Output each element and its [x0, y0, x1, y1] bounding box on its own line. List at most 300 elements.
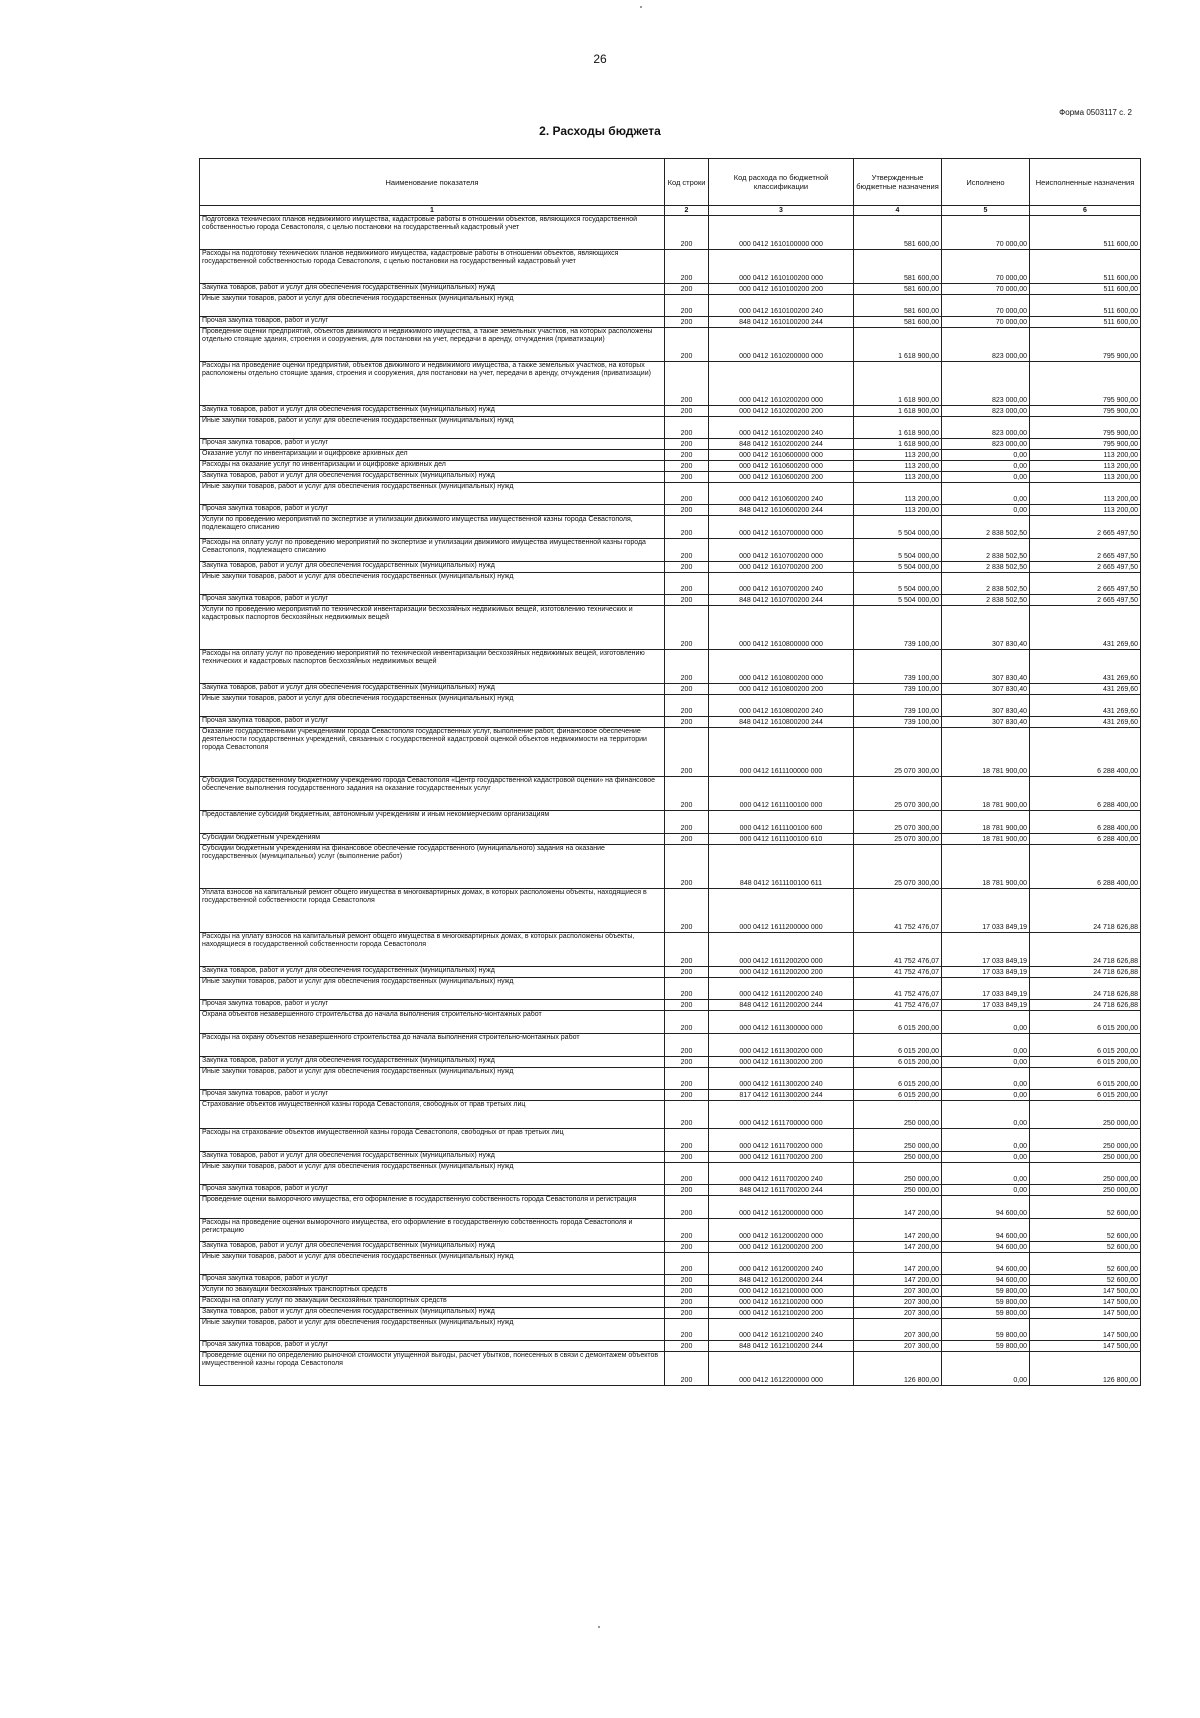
- row-line-code: 200: [665, 1129, 709, 1152]
- table-row: [200, 450, 1141, 461]
- row-name: Оказание государственными учреждениями города Севастополя государственных услуг, выполнение работ, финансовое обеспечение деятельности государственных учреждений, связанных с государственной кадастровой оценкой объектов недвижимости на территории города Севастополя: [200, 728, 665, 777]
- table-row: [200, 845, 1141, 889]
- table-row: [200, 461, 1141, 472]
- table-row: [200, 1185, 1141, 1196]
- table-row: [200, 1275, 1141, 1286]
- row-unexecuted: 6 288 400,00: [1030, 777, 1141, 811]
- scan-speck: [598, 1626, 600, 1628]
- table-row: [200, 728, 1141, 777]
- row-approved: 5 504 000,00: [854, 573, 942, 595]
- row-classification-code: 000 0412 1610800200 240: [709, 695, 854, 717]
- row-name: Закупка товаров, работ и услуг для обеспечения государственных (муниципальных) нужд: [200, 284, 665, 295]
- row-name: Расходы на оплату услуг по проведению мероприятий по технической инвентаризации бесхозяйных недвижимых вещей, изготовлению технических и кадастровых паспортов бесхозяйных недвижимых вещей: [200, 650, 665, 684]
- table-row: [200, 834, 1141, 845]
- row-classification-code: 000 0412 1610800200 200: [709, 684, 854, 695]
- row-unexecuted: 511 600,00: [1030, 284, 1141, 295]
- row-executed: 0,00: [942, 1185, 1030, 1196]
- table-row: [200, 483, 1141, 505]
- row-classification-code: 848 0412 1610600200 244: [709, 505, 854, 516]
- header-row: [200, 159, 1141, 206]
- row-classification-code: 000 0412 1612100200 200: [709, 1308, 854, 1319]
- row-unexecuted: 6 015 200,00: [1030, 1090, 1141, 1101]
- row-unexecuted: 431 269,60: [1030, 650, 1141, 684]
- table-row: [200, 1011, 1141, 1034]
- row-unexecuted: 250 000,00: [1030, 1129, 1141, 1152]
- row-unexecuted: 147 500,00: [1030, 1308, 1141, 1319]
- row-classification-code: 000 0412 1612000200 240: [709, 1253, 854, 1275]
- row-name: Уплата взносов на капитальный ремонт общего имущества в многоквартирных домах, в которых расположены объекты, находящиеся в государственной собственности города Севастополя: [200, 889, 665, 933]
- row-name: Иные закупки товаров, работ и услуг для обеспечения государственных (муниципальных) нужд: [200, 695, 665, 717]
- row-name: Иные закупки товаров, работ и услуг для обеспечения государственных (муниципальных) нужд: [200, 417, 665, 439]
- row-name: Предоставление субсидий бюджетным, автономным учреждениям и иным некоммерческим организациям: [200, 811, 665, 834]
- column-number: 5: [942, 206, 1030, 216]
- row-executed: 17 033 849,19: [942, 1000, 1030, 1011]
- table-row: [200, 1152, 1141, 1163]
- table-row: [200, 1163, 1141, 1185]
- table-row: [200, 1219, 1141, 1242]
- row-approved: 6 015 200,00: [854, 1034, 942, 1057]
- row-approved: 147 200,00: [854, 1242, 942, 1253]
- table-row: [200, 317, 1141, 328]
- row-executed: 823 000,00: [942, 417, 1030, 439]
- row-approved: 1 618 900,00: [854, 406, 942, 417]
- row-approved: 250 000,00: [854, 1101, 942, 1129]
- row-classification-code: 000 0412 1610200000 000: [709, 328, 854, 362]
- row-approved: 147 200,00: [854, 1219, 942, 1242]
- row-line-code: 200: [665, 362, 709, 406]
- row-name: Прочая закупка товаров, работ и услуг: [200, 439, 665, 450]
- row-name: Прочая закупка товаров, работ и услуг: [200, 317, 665, 328]
- row-approved: 25 070 300,00: [854, 777, 942, 811]
- row-approved: 6 015 200,00: [854, 1011, 942, 1034]
- row-approved: 739 100,00: [854, 684, 942, 695]
- row-line-code: 200: [665, 1090, 709, 1101]
- row-name: Иные закупки товаров, работ и услуг для обеспечения государственных (муниципальных) нужд: [200, 573, 665, 595]
- row-name: Закупка товаров, работ и услуг для обеспечения государственных (муниципальных) нужд: [200, 1242, 665, 1253]
- row-classification-code: 000 0412 1611200200 000: [709, 933, 854, 967]
- row-unexecuted: 6 288 400,00: [1030, 834, 1141, 845]
- row-executed: 823 000,00: [942, 439, 1030, 450]
- table-row: [200, 777, 1141, 811]
- row-classification-code: 000 0412 1610200200 000: [709, 362, 854, 406]
- row-approved: 581 600,00: [854, 216, 942, 250]
- row-line-code: 200: [665, 595, 709, 606]
- table-row: [200, 1308, 1141, 1319]
- table-row: [200, 295, 1141, 317]
- row-executed: 0,00: [942, 1090, 1030, 1101]
- row-line-code: 200: [665, 777, 709, 811]
- row-name: Закупка товаров, работ и услуг для обеспечения государственных (муниципальных) нужд: [200, 684, 665, 695]
- row-line-code: 200: [665, 1319, 709, 1341]
- page-number: 26: [593, 52, 607, 66]
- row-unexecuted: 6 288 400,00: [1030, 811, 1141, 834]
- row-classification-code: 000 0412 1610700200 240: [709, 573, 854, 595]
- row-classification-code: 000 0412 1610600200 200: [709, 472, 854, 483]
- row-line-code: 200: [665, 1101, 709, 1129]
- row-classification-code: 000 0412 1610100000 000: [709, 216, 854, 250]
- row-line-code: 200: [665, 1011, 709, 1034]
- row-line-code: 200: [665, 1068, 709, 1090]
- column-number: 4: [854, 206, 942, 216]
- table-row: [200, 1101, 1141, 1129]
- row-name: Иные закупки товаров, работ и услуг для обеспечения государственных (муниципальных) нужд: [200, 483, 665, 505]
- table-row: [200, 328, 1141, 362]
- row-unexecuted: 6 015 200,00: [1030, 1068, 1141, 1090]
- row-approved: 41 752 476,07: [854, 889, 942, 933]
- table-row: [200, 650, 1141, 684]
- row-executed: 0,00: [942, 483, 1030, 505]
- row-line-code: 200: [665, 1163, 709, 1185]
- row-unexecuted: 511 600,00: [1030, 317, 1141, 328]
- row-approved: 5 504 000,00: [854, 539, 942, 562]
- row-name: Расходы на страхование объектов имущественной казны города Севастополя, свободных от прав третьих лиц: [200, 1129, 665, 1152]
- table-row: [200, 967, 1141, 978]
- row-classification-code: 000 0412 1610800200 000: [709, 650, 854, 684]
- row-line-code: 200: [665, 1000, 709, 1011]
- row-executed: 0,00: [942, 1011, 1030, 1034]
- row-name: Прочая закупка товаров, работ и услуг: [200, 1275, 665, 1286]
- header-unexecuted: Неисполненные назначения: [1030, 159, 1141, 206]
- row-name: Закупка товаров, работ и услуг для обеспечения государственных (муниципальных) нужд: [200, 562, 665, 573]
- row-unexecuted: 6 015 200,00: [1030, 1011, 1141, 1034]
- row-executed: 94 600,00: [942, 1242, 1030, 1253]
- row-approved: 25 070 300,00: [854, 834, 942, 845]
- row-approved: 113 200,00: [854, 483, 942, 505]
- row-unexecuted: 250 000,00: [1030, 1185, 1141, 1196]
- row-name: Проведение оценки предприятий, объектов движимого и недвижимого имущества, а также земельных участков, на которых расположены отдельно стоящие здания, строения и сооружения, для постановки на учет, передачи в аренду, отчуждения (приватизации): [200, 328, 665, 362]
- table-row: [200, 362, 1141, 406]
- row-executed: 823 000,00: [942, 362, 1030, 406]
- table-row: [200, 406, 1141, 417]
- row-classification-code: 000 0412 1610700000 000: [709, 516, 854, 539]
- row-classification-code: 000 0412 1612000200 000: [709, 1219, 854, 1242]
- row-unexecuted: 250 000,00: [1030, 1163, 1141, 1185]
- column-number-row: [200, 206, 1141, 216]
- row-executed: 94 600,00: [942, 1196, 1030, 1219]
- row-executed: 70 000,00: [942, 317, 1030, 328]
- row-line-code: 200: [665, 450, 709, 461]
- row-unexecuted: 250 000,00: [1030, 1152, 1141, 1163]
- row-approved: 1 618 900,00: [854, 362, 942, 406]
- table-row: [200, 284, 1141, 295]
- row-unexecuted: 795 900,00: [1030, 439, 1141, 450]
- row-approved: 41 752 476,07: [854, 978, 942, 1000]
- row-classification-code: 000 0412 1610800000 000: [709, 606, 854, 650]
- row-name: Расходы на проведение оценки предприятий, объектов движимого и недвижимого имущества, а также земельных участков, на которых расположены отдельно стоящие здания, строения и сооружения, для постановки на учет, передачи в аренду, отчуждения (приватизации): [200, 362, 665, 406]
- row-name: Прочая закупка товаров, работ и услуг: [200, 595, 665, 606]
- row-classification-code: 000 0412 1612100000 000: [709, 1286, 854, 1297]
- row-unexecuted: 113 200,00: [1030, 461, 1141, 472]
- row-executed: 0,00: [942, 1152, 1030, 1163]
- table-row: [200, 250, 1141, 284]
- row-approved: 739 100,00: [854, 650, 942, 684]
- row-executed: 2 838 502,50: [942, 562, 1030, 573]
- column-number: 2: [665, 206, 709, 216]
- row-unexecuted: 113 200,00: [1030, 450, 1141, 461]
- row-approved: 113 200,00: [854, 505, 942, 516]
- row-classification-code: 000 0412 1610100200 200: [709, 284, 854, 295]
- row-classification-code: 000 0412 1610600200 240: [709, 483, 854, 505]
- row-classification-code: 848 0412 1612100200 244: [709, 1341, 854, 1352]
- row-unexecuted: 147 500,00: [1030, 1319, 1141, 1341]
- row-name: Проведение оценки выморочного имущества, его оформление в государственную собственность города Севастополя и регистрация: [200, 1196, 665, 1219]
- row-line-code: 200: [665, 717, 709, 728]
- table-row: [200, 811, 1141, 834]
- row-approved: 5 504 000,00: [854, 595, 942, 606]
- row-line-code: 200: [665, 650, 709, 684]
- row-name: Проведение оценки по определению рыночной стоимости упущенной выгоды, расчет убытков, понесенных в связи с демонтажем объектов имущественной казны города Севастополя: [200, 1352, 665, 1386]
- row-classification-code: 000 0412 1611200200 240: [709, 978, 854, 1000]
- row-executed: 59 800,00: [942, 1286, 1030, 1297]
- row-executed: 70 000,00: [942, 284, 1030, 295]
- row-name: Иные закупки товаров, работ и услуг для обеспечения государственных (муниципальных) нужд: [200, 295, 665, 317]
- row-line-code: 200: [665, 811, 709, 834]
- row-name: Закупка товаров, работ и услуг для обеспечения государственных (муниципальных) нужд: [200, 472, 665, 483]
- row-line-code: 200: [665, 1242, 709, 1253]
- row-unexecuted: 24 718 626,88: [1030, 978, 1141, 1000]
- row-approved: 250 000,00: [854, 1129, 942, 1152]
- row-executed: 17 033 849,19: [942, 967, 1030, 978]
- row-approved: 6 015 200,00: [854, 1057, 942, 1068]
- row-approved: 207 300,00: [854, 1341, 942, 1352]
- row-line-code: 200: [665, 1152, 709, 1163]
- row-classification-code: 848 0412 1611100100 611: [709, 845, 854, 889]
- row-unexecuted: 6 015 200,00: [1030, 1057, 1141, 1068]
- row-name: Иные закупки товаров, работ и услуг для обеспечения государственных (муниципальных) нужд: [200, 978, 665, 1000]
- row-unexecuted: 24 718 626,88: [1030, 967, 1141, 978]
- header-line-code: Код строки: [665, 159, 709, 206]
- row-executed: 17 033 849,19: [942, 933, 1030, 967]
- row-name: Закупка товаров, работ и услуг для обеспечения государственных (муниципальных) нужд: [200, 1057, 665, 1068]
- table-row: [200, 1034, 1141, 1057]
- row-name: Закупка товаров, работ и услуг для обеспечения государственных (муниципальных) нужд: [200, 406, 665, 417]
- budget-expenses-table: [199, 158, 1141, 1386]
- row-executed: 0,00: [942, 1068, 1030, 1090]
- row-unexecuted: 147 500,00: [1030, 1286, 1141, 1297]
- row-unexecuted: 126 800,00: [1030, 1352, 1141, 1386]
- row-executed: 307 830,40: [942, 606, 1030, 650]
- row-line-code: 200: [665, 562, 709, 573]
- row-classification-code: 848 0412 1610200200 244: [709, 439, 854, 450]
- row-name: Расходы на оплату услуг по проведению мероприятий по экспертизе и утилизации движимого имущества имущественной казны города Севастополя, подлежащего списанию: [200, 539, 665, 562]
- row-classification-code: 000 0412 1610700200 000: [709, 539, 854, 562]
- row-approved: 739 100,00: [854, 717, 942, 728]
- row-unexecuted: 795 900,00: [1030, 406, 1141, 417]
- table-row: [200, 695, 1141, 717]
- row-unexecuted: 2 665 497,50: [1030, 573, 1141, 595]
- row-executed: 0,00: [942, 505, 1030, 516]
- row-approved: 113 200,00: [854, 472, 942, 483]
- table-row: [200, 539, 1141, 562]
- table-row: [200, 1297, 1141, 1308]
- row-line-code: 200: [665, 1308, 709, 1319]
- row-classification-code: 000 0412 1610100200 000: [709, 250, 854, 284]
- row-line-code: 200: [665, 695, 709, 717]
- row-approved: 25 070 300,00: [854, 845, 942, 889]
- row-unexecuted: 6 288 400,00: [1030, 728, 1141, 777]
- row-name: Расходы на охрану объектов незавершенного строительства до начала выполнения строительно-монтажных работ: [200, 1034, 665, 1057]
- row-classification-code: 000 0412 1611700200 000: [709, 1129, 854, 1152]
- table-row: [200, 1196, 1141, 1219]
- row-unexecuted: 2 665 497,50: [1030, 516, 1141, 539]
- row-line-code: 200: [665, 1034, 709, 1057]
- row-name: Субсидии бюджетным учреждениям на финансовое обеспечение государственного (муниципального) задания на оказание государственных (муниципальных) услуг (выполнение работ): [200, 845, 665, 889]
- table-row: [200, 417, 1141, 439]
- row-line-code: 200: [665, 1253, 709, 1275]
- row-executed: 307 830,40: [942, 684, 1030, 695]
- row-line-code: 200: [665, 284, 709, 295]
- row-line-code: 200: [665, 406, 709, 417]
- row-name: Оказание услуг по инвентаризации и оцифровке архивных дел: [200, 450, 665, 461]
- row-approved: 207 300,00: [854, 1297, 942, 1308]
- table-row: [200, 933, 1141, 967]
- table-row: [200, 472, 1141, 483]
- row-executed: 18 781 900,00: [942, 834, 1030, 845]
- row-executed: 2 838 502,50: [942, 595, 1030, 606]
- row-executed: 2 838 502,50: [942, 573, 1030, 595]
- row-unexecuted: 795 900,00: [1030, 417, 1141, 439]
- row-unexecuted: 2 665 497,50: [1030, 595, 1141, 606]
- row-classification-code: 000 0412 1612000000 000: [709, 1196, 854, 1219]
- row-classification-code: 000 0412 1612000200 200: [709, 1242, 854, 1253]
- header-executed: Исполнено: [942, 159, 1030, 206]
- row-classification-code: 000 0412 1611700200 240: [709, 1163, 854, 1185]
- row-name: Расходы на проведение оценки выморочного имущества, его оформление в государственную собственность города Севастополя и регистрацию: [200, 1219, 665, 1242]
- row-approved: 25 070 300,00: [854, 811, 942, 834]
- row-approved: 113 200,00: [854, 461, 942, 472]
- row-line-code: 200: [665, 978, 709, 1000]
- row-unexecuted: 6 015 200,00: [1030, 1034, 1141, 1057]
- table-row: [200, 1068, 1141, 1090]
- row-line-code: 200: [665, 439, 709, 450]
- table-row: [200, 1253, 1141, 1275]
- row-approved: 250 000,00: [854, 1152, 942, 1163]
- row-classification-code: 848 0412 1612000200 244: [709, 1275, 854, 1286]
- row-executed: 17 033 849,19: [942, 889, 1030, 933]
- table-row: [200, 1286, 1141, 1297]
- row-classification-code: 000 0412 1611100000 000: [709, 728, 854, 777]
- row-unexecuted: 113 200,00: [1030, 483, 1141, 505]
- row-unexecuted: 431 269,60: [1030, 717, 1141, 728]
- row-approved: 41 752 476,07: [854, 933, 942, 967]
- row-line-code: 200: [665, 539, 709, 562]
- table-row: [200, 439, 1141, 450]
- row-classification-code: 848 0412 1611200200 244: [709, 1000, 854, 1011]
- row-line-code: 200: [665, 1057, 709, 1068]
- row-line-code: 200: [665, 684, 709, 695]
- row-line-code: 200: [665, 417, 709, 439]
- row-classification-code: 000 0412 1610200200 200: [709, 406, 854, 417]
- header-approved: Утвержденные бюджетные назначения: [854, 159, 942, 206]
- row-line-code: 200: [665, 1286, 709, 1297]
- row-name: Иные закупки товаров, работ и услуг для обеспечения государственных (муниципальных) нужд: [200, 1319, 665, 1341]
- row-executed: 0,00: [942, 1163, 1030, 1185]
- table-row: [200, 978, 1141, 1000]
- row-executed: 0,00: [942, 472, 1030, 483]
- row-unexecuted: 2 665 497,50: [1030, 539, 1141, 562]
- row-line-code: 200: [665, 1185, 709, 1196]
- row-classification-code: 000 0412 1611100100 610: [709, 834, 854, 845]
- table-row: [200, 1129, 1141, 1152]
- row-classification-code: 000 0412 1611300200 000: [709, 1034, 854, 1057]
- row-name: Иные закупки товаров, работ и услуг для обеспечения государственных (муниципальных) нужд: [200, 1163, 665, 1185]
- row-executed: 18 781 900,00: [942, 728, 1030, 777]
- row-name: Прочая закупка товаров, работ и услуг: [200, 1000, 665, 1011]
- row-line-code: 200: [665, 573, 709, 595]
- column-number: 6: [1030, 206, 1141, 216]
- row-name: Субсидии бюджетным учреждениям: [200, 834, 665, 845]
- row-approved: 5 504 000,00: [854, 562, 942, 573]
- table-row: [200, 1242, 1141, 1253]
- row-classification-code: 000 0412 1611200000 000: [709, 889, 854, 933]
- row-unexecuted: 52 600,00: [1030, 1242, 1141, 1253]
- row-name: Страхование объектов имущественной казны города Севастополя, свободных от прав третьих лиц: [200, 1101, 665, 1129]
- row-name: Закупка товаров, работ и услуг для обеспечения государственных (муниципальных) нужд: [200, 1152, 665, 1163]
- row-line-code: 200: [665, 1297, 709, 1308]
- row-unexecuted: 431 269,60: [1030, 684, 1141, 695]
- row-approved: 581 600,00: [854, 295, 942, 317]
- row-unexecuted: 24 718 626,88: [1030, 1000, 1141, 1011]
- row-executed: 0,00: [942, 1129, 1030, 1152]
- row-approved: 1 618 900,00: [854, 439, 942, 450]
- row-executed: 307 830,40: [942, 717, 1030, 728]
- row-line-code: 200: [665, 834, 709, 845]
- row-line-code: 200: [665, 1219, 709, 1242]
- row-approved: 25 070 300,00: [854, 728, 942, 777]
- table-row: [200, 216, 1141, 250]
- row-classification-code: 848 0412 1610100200 244: [709, 317, 854, 328]
- header-classification-code: Код расхода по бюджетной классификации: [709, 159, 854, 206]
- row-name: Расходы на оплату услуг по эвакуации бесхозяйных транспортных средств: [200, 1297, 665, 1308]
- table-body: [200, 216, 1141, 1386]
- row-unexecuted: 431 269,60: [1030, 606, 1141, 650]
- row-name: Прочая закупка товаров, работ и услуг: [200, 505, 665, 516]
- row-classification-code: 000 0412 1610600200 000: [709, 461, 854, 472]
- row-approved: 581 600,00: [854, 317, 942, 328]
- table-row: [200, 516, 1141, 539]
- row-classification-code: 000 0412 1612200000 000: [709, 1352, 854, 1386]
- row-executed: 0,00: [942, 1034, 1030, 1057]
- row-unexecuted: 52 600,00: [1030, 1219, 1141, 1242]
- table-row: [200, 1000, 1141, 1011]
- table-row: [200, 717, 1141, 728]
- row-executed: 17 033 849,19: [942, 978, 1030, 1000]
- row-approved: 113 200,00: [854, 450, 942, 461]
- row-executed: 70 000,00: [942, 295, 1030, 317]
- row-line-code: 200: [665, 933, 709, 967]
- row-classification-code: 848 0412 1610800200 244: [709, 717, 854, 728]
- row-executed: 0,00: [942, 1057, 1030, 1068]
- form-code: Форма 0503117 с. 2: [1059, 108, 1132, 117]
- row-classification-code: 000 0412 1610700200 200: [709, 562, 854, 573]
- row-executed: 823 000,00: [942, 406, 1030, 417]
- row-approved: 581 600,00: [854, 250, 942, 284]
- row-executed: 0,00: [942, 1352, 1030, 1386]
- row-classification-code: 000 0412 1610100200 240: [709, 295, 854, 317]
- row-line-code: 200: [665, 1341, 709, 1352]
- row-approved: 207 300,00: [854, 1308, 942, 1319]
- table-row: [200, 573, 1141, 595]
- row-name: Субсидия Государственному бюджетному учреждению города Севастополя «Центр государственной кадастровой оценки» на финансовое обеспечение выполнения государственного задания на оказание государственных услуг: [200, 777, 665, 811]
- row-name: Услуги по проведению мероприятий по технической инвентаризации бесхозяйных недвижимых вещей, изготовлению технических и кадастровых паспортов бесхозяйных недвижимых вещей: [200, 606, 665, 650]
- row-line-code: 200: [665, 728, 709, 777]
- row-name: Услуги по эвакуации бесхозяйных транспортных средств: [200, 1286, 665, 1297]
- row-executed: 0,00: [942, 1101, 1030, 1129]
- row-unexecuted: 795 900,00: [1030, 328, 1141, 362]
- row-unexecuted: 2 665 497,50: [1030, 562, 1141, 573]
- row-name: Закупка товаров, работ и услуг для обеспечения государственных (муниципальных) нужд: [200, 967, 665, 978]
- table-row: [200, 684, 1141, 695]
